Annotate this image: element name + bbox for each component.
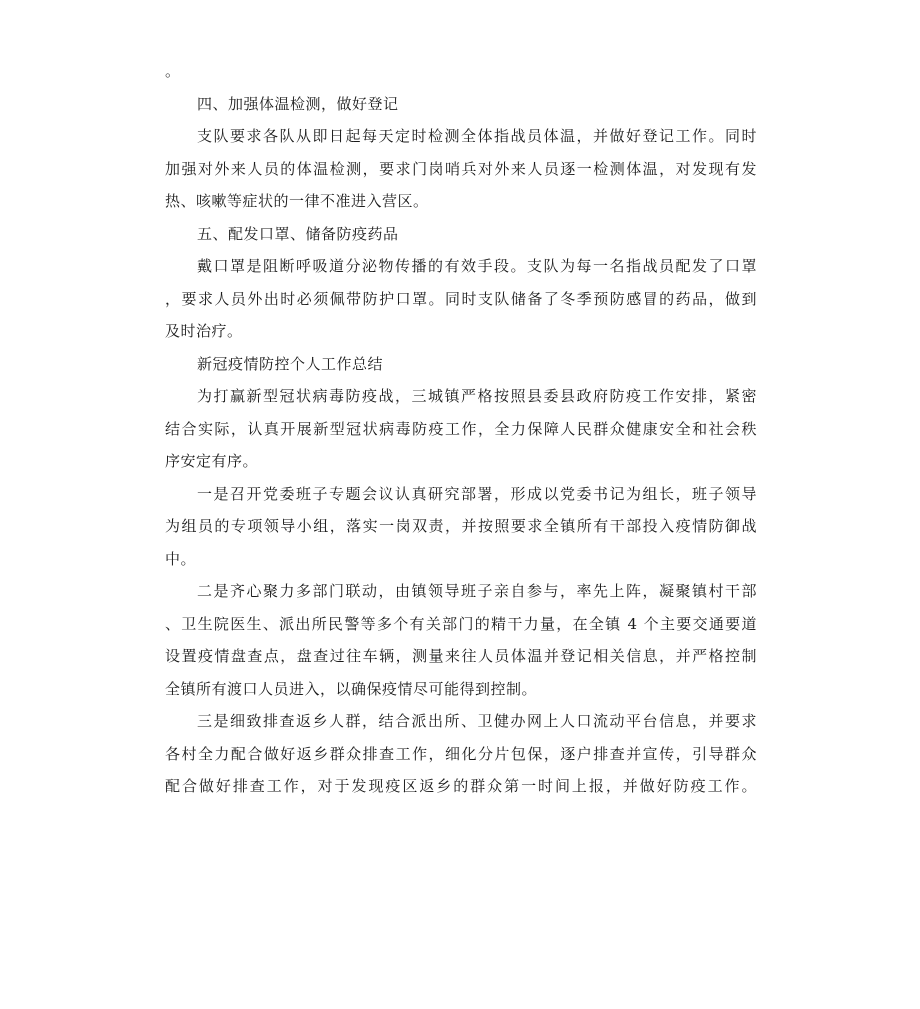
- text-line: 。: [165, 62, 181, 80]
- text-line: 全镇所有渡口人员进入，以确保疫情尽可能得到控制。: [165, 679, 538, 698]
- text-line: 、卫生院医生、派出所民警等多个有关部门的精干力量，在全镇 4 个主要交通要道: [165, 614, 757, 633]
- text-line: 结合实际，认真开展新型冠状病毒防疫工作，全力保障人民群众健康安全和社会秩: [165, 419, 757, 438]
- text-line: 新冠疫情防控个人工作总结: [197, 354, 384, 373]
- text-line: ，要求人员外出时必须佩带防护口罩。同时支队储备了冬季预防感冒的药品，做到: [165, 289, 757, 308]
- document-page: [165, 55, 757, 803]
- text-line: 支队要求各队从即日起每天定时检测全体指战员体温，并做好登记工作。同时: [197, 127, 757, 145]
- text-line: 为打赢新型冠状病毒防疫战，三城镇严格按照县委县政府防疫工作安排，紧密: [197, 387, 757, 405]
- text-line: 三是细致排查返乡人群，结合派出所、卫健办网上人口流动平台信息，并要求: [197, 712, 757, 730]
- text-line: 序安定有序。: [165, 452, 259, 470]
- text-line: 热、咳嗽等症状的一律不准进入营区。: [165, 192, 429, 210]
- text-line: 加强对外来人员的体温检测，要求门岗哨兵对外来人员逐一检测体温，对发现有发: [165, 159, 757, 178]
- text-line: 一是召开党委班子专题会议认真研究部署，形成以党委书记为组长，班子领导: [197, 484, 757, 503]
- text-line: 配合做好排查工作，对于发现疫区返乡的群众第一时间上报，并做好防疫工作。: [165, 777, 757, 795]
- text-line: 二是齐心聚力多部门联动，由镇领导班子亲自参与，率先上阵，凝聚镇村干部: [197, 582, 757, 600]
- text-line: 设置疫情盘查点，盘查过往车辆，测量来往人员体温并登记相关信息，并严格控制: [165, 647, 757, 665]
- text-line: 四、加强体温检测，做好登记: [197, 94, 399, 113]
- document-body: [165, 55, 757, 803]
- text-line: 戴口罩是阻断呼吸道分泌物传播的有效手段。支队为每一名指战员配发了口罩: [197, 257, 757, 275]
- text-line: 各村全力配合做好返乡群众排查工作，细化分片包保，逐户排查并宣传，引导群众: [165, 744, 757, 763]
- text-line: 中。: [165, 549, 197, 568]
- text-line: 为组员的专项领导小组，落实一岗双责，并按照要求全镇所有干部投入疫情防御战: [165, 517, 757, 535]
- text-line: 五、配发口罩、储备防疫药品: [197, 224, 399, 243]
- text-line: 及时治疗。: [165, 322, 243, 340]
